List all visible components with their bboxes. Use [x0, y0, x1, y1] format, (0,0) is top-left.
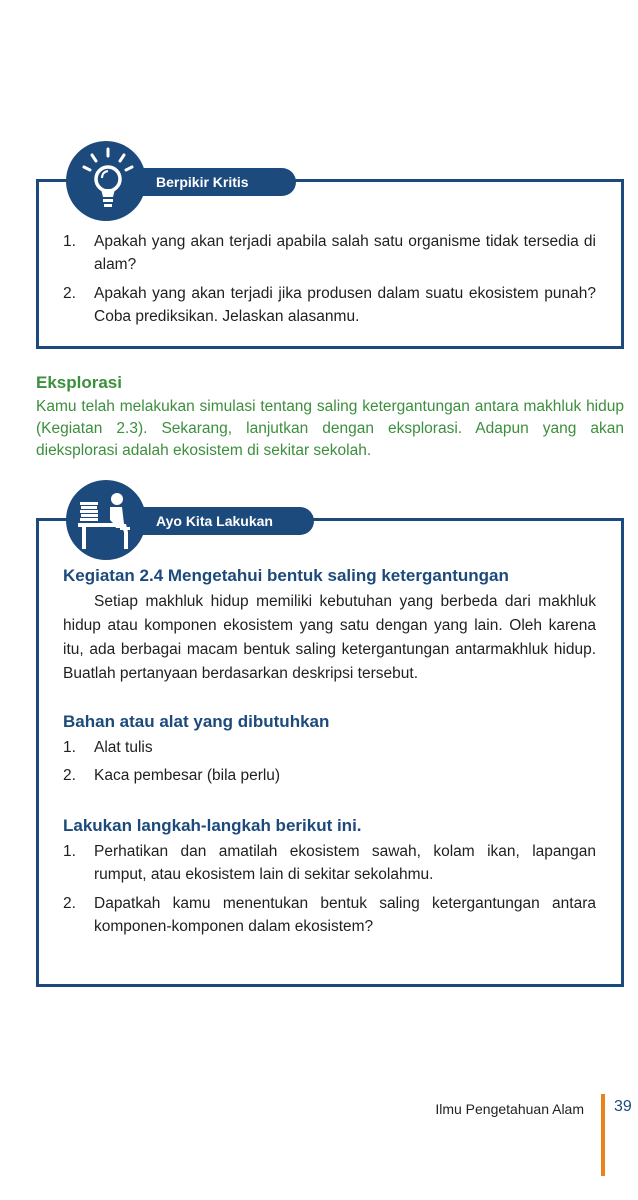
- materials-heading: Bahan atau alat yang dibutuhkan: [63, 712, 330, 731]
- page-number: 39: [614, 1098, 632, 1115]
- list-item: 1. Apakah yang akan terjadi apabila salah satu organisme tidak tersedia di alam?: [63, 233, 596, 273]
- list-item: 1. Perhatikan dan amatilah ekosistem sawah, kolam ikan, lapangan rumput, atau ekosistem lain di sekitar sekolahmu.: [63, 843, 596, 883]
- list-item: 1. Alat tulis: [63, 739, 153, 756]
- list-item: 2. Apakah yang akan terjadi jika produsen dalam suatu ekosistem punah? Coba prediksikan. Jelaskan alasanmu.: [63, 285, 596, 325]
- critical-thinking-label: Berpikir Kritis: [112, 168, 296, 196]
- footer-subject: Ilmu Pengetahuan Alam: [435, 1101, 584, 1117]
- exploration-heading: Eksplorasi: [36, 373, 122, 392]
- list-item: 2. Dapatkah kamu menentukan bentuk saling ketergantungan antara komponen-komponen dalam ekosistem?: [63, 895, 596, 935]
- activity-intro: Setiap makhluk hidup memiliki kebutuhan yang berbeda dari makhluk hidup atau komponen ekosistem yang satu dengan yang lain. Oleh karena itu, ada berbagai macam bentuk saling ketergantungan antarmakhluk hidup. Buatlah pertanyaan berdasarkan deskripsi tersebut.: [63, 593, 596, 682]
- steps-list: [63, 840, 596, 944]
- activity-title: Kegiatan 2.4 Mengetahui bentuk saling ketergantungan: [63, 566, 509, 585]
- activity-label: Ayo Kita Lakukan: [112, 507, 314, 535]
- student-studying-icon: [66, 480, 146, 560]
- steps-heading: Lakukan langkah-langkah berikut ini.: [63, 816, 362, 835]
- exploration-paragraph: Kamu telah melakukan simulasi tentang saling ketergantungan antara makhluk hidup (Kegiatan 2.3). Sekarang, lanjutkan dengan eksplorasi. Adapun yang akan dieksplorasi adalah ekosistem di sekitar sekolah.: [36, 398, 624, 459]
- lightbulb-icon: [66, 141, 146, 221]
- footer-divider: [601, 1094, 605, 1176]
- critical-question-list: [63, 230, 596, 334]
- list-item: 2. Kaca pembesar (bila perlu): [63, 767, 281, 784]
- materials-list: [63, 736, 596, 793]
